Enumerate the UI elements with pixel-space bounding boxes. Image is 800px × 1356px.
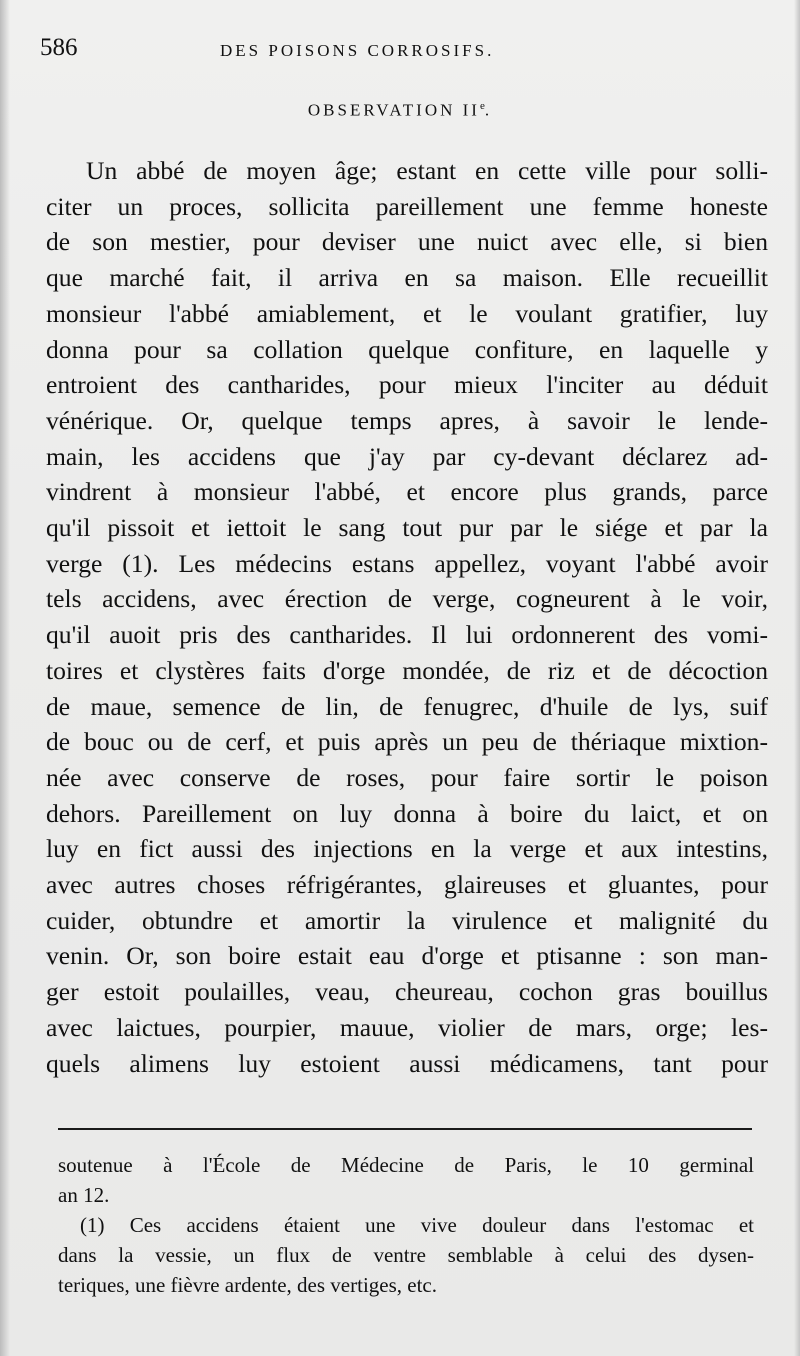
body-line: quels alimens luy estoient aussi médicamens, tant pour (46, 1048, 768, 1078)
page-number: 586 (40, 34, 78, 61)
body-line: main, les accidens que j'ay par cy-devant déclarez ad- (46, 441, 768, 471)
body-line: luy en fict aussi des injections en la verge et aux intestins, (46, 834, 768, 864)
body-line: qu'il pissoit et iettoit le sang tout pur par le siége et par la (46, 513, 768, 543)
body-line: vindrent à monsieur l'abbé, et encore plus grands, parce (46, 477, 768, 507)
footnote-line: dans la vessie, un flux de ventre semblable à celui des dysen- (58, 1243, 754, 1267)
body-line: verge (1). Les médecins estans appellez, voyant l'abbé avoir (46, 548, 768, 578)
body-line: de son mestier, pour deviser une nuict avec elle, si bien (46, 227, 768, 257)
section-heading (0, 100, 800, 121)
footnote-line: teriques, une fièvre ardente, des vertiges, etc. (58, 1273, 437, 1297)
body-line: vénérique. Or, quelque temps apres, à savoir le lende- (46, 405, 768, 435)
body-line: de maue, semence de lin, de fenugrec, d'huile de lys, suif (46, 691, 768, 721)
section-heading-superscript: e (479, 100, 485, 112)
footnotes (58, 1150, 754, 1300)
body-line: Un abbé de moyen âge; estant en cette ville pour solli- (86, 156, 768, 185)
body-line: tels accidens, avec érection de verge, cogneurent à le voir, (46, 584, 768, 614)
continued-note-line: an 12. (58, 1183, 110, 1207)
body-line: avec laictues, pourpier, mauue, violier de mars, orge; les- (46, 1012, 768, 1042)
body-line: dehors. Pareillement on luy donna à boire du laict, et on (46, 798, 768, 828)
body-line: monsieur l'abbé amiablement, et le voulant gratifier, luy (46, 298, 768, 328)
section-heading-text: OBSERVATION II (307, 100, 480, 120)
body-line: née avec conserve de roses, pour faire sortir le poison (46, 762, 768, 792)
page-left-edge-shadow (0, 0, 10, 1356)
footnote-divider (58, 1128, 752, 1130)
body-line: toires et clystères faits d'orge mondée, de riz et de décoction (46, 655, 768, 685)
body-line: venin. Or, son boire estait eau d'orge et ptisanne : son man- (46, 941, 768, 971)
page-header (40, 34, 760, 64)
body-line: donna pour sa collation quelque confiture, en laquelle y (46, 334, 768, 364)
page-right-edge-shadow (794, 0, 800, 1356)
section-heading-period: . (484, 100, 493, 120)
body-line: citer un proces, sollicita pareillement une femme honeste (46, 191, 768, 221)
running-head: DES POISONS CORROSIFS. (220, 41, 495, 60)
body-line: cuider, obtundre et amortir la virulence et malignité du (46, 905, 768, 935)
body-line: ger estoit poulailles, veau, cheureau, cochon gras bouillus (46, 977, 768, 1007)
continued-note-line: soutenue à l'École de Médecine de Paris, le 10 germinal (58, 1153, 754, 1177)
body-line: que marché fait, il arriva en sa maison. Elle recueillit (46, 263, 768, 293)
body-line: avec autres choses réfrigérantes, glaireuses et gluantes, pour (46, 870, 768, 900)
body-line: entroient des cantharides, pour mieux l'inciter au déduit (46, 370, 768, 400)
body-line: qu'il auoit pris des cantharides. Il lui ordonnerent des vomi- (46, 620, 768, 650)
body-line: de bouc ou de cerf, et puis après un peu de thériaque mixtion- (46, 727, 768, 757)
body-paragraph (46, 153, 768, 1081)
footnote-line: (1) Ces accidens étaient une vive douleur dans l'estomac et (80, 1213, 754, 1237)
